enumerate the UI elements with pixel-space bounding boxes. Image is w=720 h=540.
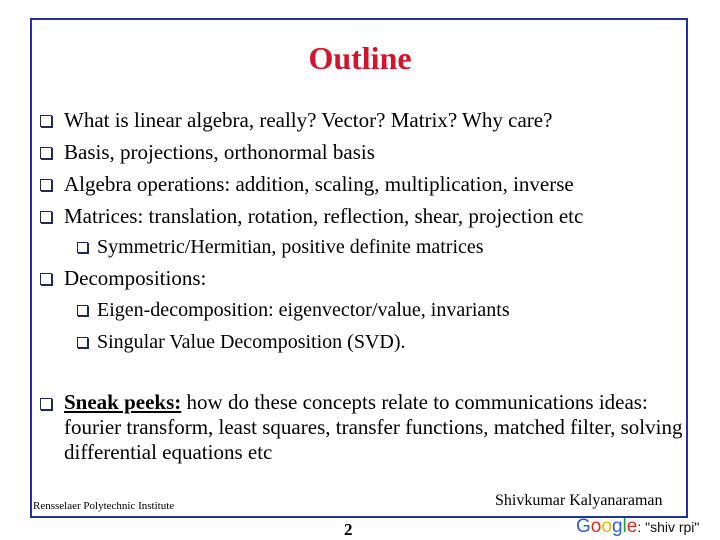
google-query: : "shiv rpi" xyxy=(637,519,700,535)
google-letter: o xyxy=(590,516,602,537)
bullet-text: Decompositions: xyxy=(64,266,207,290)
google-letter: o xyxy=(601,516,612,537)
bullet-text: Matrices: translation, rotation, reflection, shear, projection etc xyxy=(64,204,584,228)
checkbox-bullet-icon xyxy=(77,305,88,316)
checkbox-bullet-icon xyxy=(40,398,52,410)
sneak-peeks-body: how do these concepts relate to communications ideas: fourier transform, least squares, transfer functions, matched filter, solving differential equations etc xyxy=(64,390,683,464)
checkbox-bullet-icon xyxy=(40,179,52,191)
bullet-text: Basis, projections, orthonormal basis xyxy=(64,140,375,164)
institute-name: Rensselaer Polytechnic Institute xyxy=(33,500,175,512)
sneak-peeks-label: Sneak peeks: xyxy=(64,390,182,414)
google-letter: e xyxy=(626,516,638,537)
sub-bullet-text: Symmetric/Hermitian, positive definite matrices xyxy=(97,236,484,258)
checkbox-bullet-icon xyxy=(40,211,52,223)
sub-bullet-text: Eigen-decomposition: eigenvector/value, invariants xyxy=(97,299,510,321)
author-name: Shivkumar Kalyanaraman xyxy=(495,492,663,509)
checkbox-bullet-icon xyxy=(77,337,88,348)
google-letter: g xyxy=(611,516,623,537)
bullet-text: What is linear algebra, really? Vector? Matrix? Why care? xyxy=(64,108,553,132)
checkbox-bullet-icon xyxy=(77,242,88,253)
google-search-badge xyxy=(576,516,699,538)
checkbox-bullet-icon xyxy=(40,115,52,127)
google-letter: G xyxy=(576,516,591,537)
page-number: 2 xyxy=(344,520,353,539)
slide-title: Outline xyxy=(308,40,412,76)
checkbox-bullet-icon xyxy=(40,273,52,285)
bullet-text: Algebra operations: addition, scaling, multiplication, inverse xyxy=(64,172,574,196)
checkbox-bullet-icon xyxy=(40,147,52,159)
google-letter: l xyxy=(622,516,627,537)
sneak-peeks-text xyxy=(64,390,684,465)
sub-bullet-text: Singular Value Decomposition (SVD). xyxy=(97,331,406,353)
